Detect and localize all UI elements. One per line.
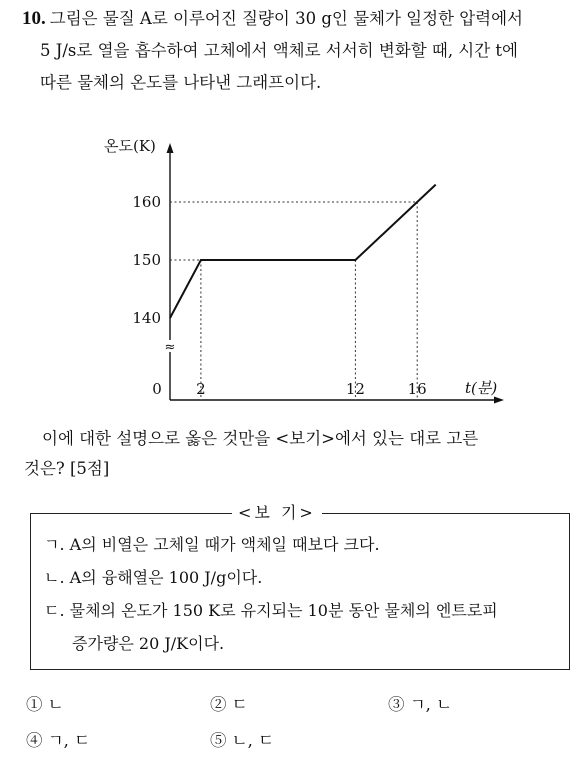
y-tick-label-160: 160 [132, 193, 161, 211]
choice-4[interactable]: ④ ㄱ, ㄷ [26, 731, 91, 750]
bogi-marker-1: ㄱ. [44, 535, 65, 554]
ask-line-2: 것은? [5점] [24, 459, 110, 478]
bogi-text-1: A의 비열은 고체일 때가 액체일 때보다 크다. [69, 535, 380, 554]
bogi-item-2 [44, 567, 262, 589]
x-tick-label-12: 12 [345, 380, 365, 398]
bogi-marker-3: ㄷ. [44, 601, 65, 620]
x-axis-arrow [494, 397, 504, 404]
x-tick-label-0: 0 [152, 380, 162, 398]
bogi-item-1 [44, 534, 380, 556]
bogi-title: <보 기> [232, 502, 322, 524]
bogi-item-3 [44, 600, 498, 622]
ask-line-1: 이에 대한 설명으로 옳은 것만을 <보기>에서 있는 대로 고른 [42, 429, 479, 448]
bogi-item-3-continued: 증가량은 20 J/K이다. [72, 634, 225, 653]
x-tick-label-16: 16 [407, 380, 427, 398]
choice-1[interactable]: ① ㄴ [26, 695, 64, 714]
question-line-3: 따른 물체의 온도를 나타낸 그래프이다. [40, 73, 322, 92]
y-axis-arrow [167, 143, 174, 153]
question-line-2: 5 J/s로 열을 흡수하여 고체에서 액체로 서서히 변화할 때, 시간 t에 [40, 41, 518, 60]
choice-2[interactable]: ② ㄷ [210, 695, 248, 714]
bogi-text-2: A의 융해열은 100 J/g이다. [69, 568, 263, 587]
question-number: 10. [22, 8, 46, 29]
y-tick-label-150: 150 [132, 251, 161, 269]
temperature-series-line [170, 185, 436, 318]
x-tick-label-2: 2 [196, 380, 206, 398]
bogi-marker-2: ㄴ. [44, 568, 65, 587]
y-axis-label: 온도(K) [104, 137, 156, 155]
bogi-text-3: 물체의 온도가 150 K로 유지되는 10분 동안 물체의 엔트로피 [69, 601, 498, 620]
choice-3[interactable]: ③ ㄱ, ㄴ [388, 695, 453, 714]
x-axis-label: t(분) [465, 379, 498, 397]
y-tick-label-140: 140 [132, 309, 161, 327]
question-text-1: 그림은 물질 A로 이루어진 질량이 30 g인 물체가 일정한 압력에서 [49, 9, 523, 28]
choice-5[interactable]: ⑤ ㄴ, ㄷ [210, 731, 275, 750]
axis-break-icon: ≈ [164, 340, 176, 355]
